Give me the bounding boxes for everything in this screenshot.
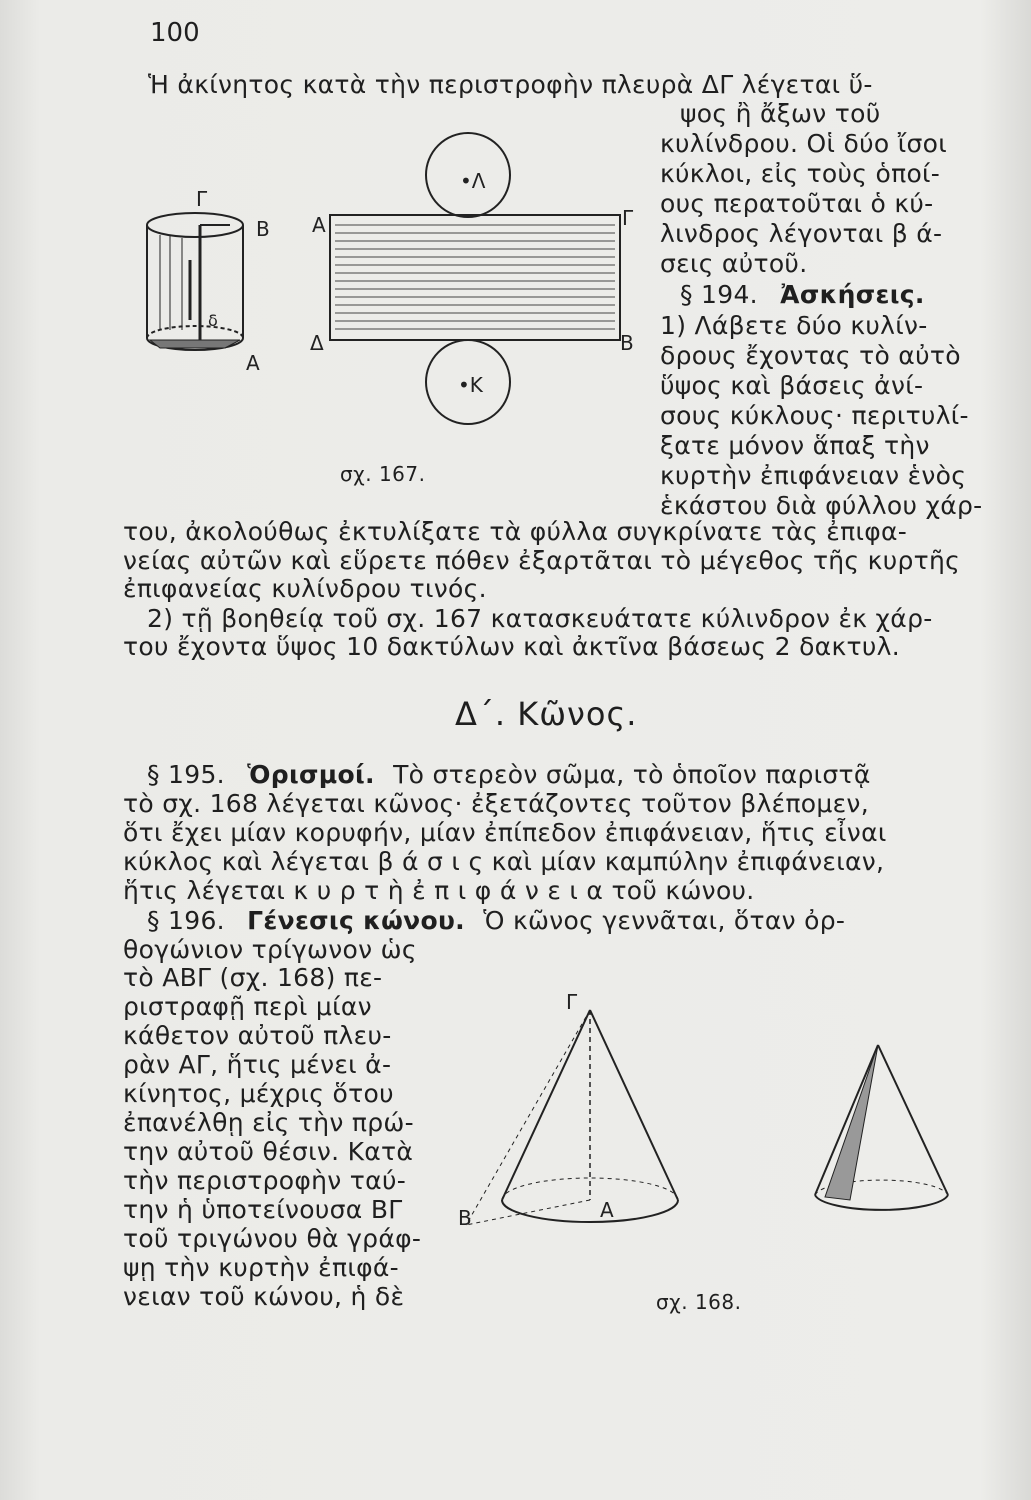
- text-line: του ἔχοντα ὕψος 10 δακτύλων καὶ ἀκτῖνα βάσεως 2 δακτυλ.: [123, 632, 900, 661]
- text-line: νειαν τοῦ κώνου, ἡ δὲ: [123, 1282, 405, 1311]
- text-line: ἐπανέλθῃ εἰς τὴν πρώ-: [123, 1108, 414, 1137]
- text-line: κυλίνδρου. Οἱ δύο ἴσοι: [660, 129, 947, 158]
- label-delta-small: δ: [208, 311, 218, 330]
- text-line: ρὰν ΑΓ, ἥτις μένει ἀ-: [123, 1050, 392, 1079]
- paragraph-text: Τὸ στερεὸν σῶμα, τὸ ὁποῖον παριστᾷ: [393, 760, 871, 789]
- paragraph-text: Ὁ κῶνος γεννᾶται, ὅταν ὀρ-: [483, 906, 846, 935]
- text-line: τοῦ τριγώνου θὰ γράφ-: [123, 1224, 422, 1253]
- text-line: την ἡ ὑποτείνουσα ΒΓ: [123, 1195, 403, 1224]
- text-line: θογώνιον τρίγωνον ὡς: [123, 935, 417, 964]
- paragraph-195-first-line: [147, 760, 871, 790]
- label-beta-cylinder: Β: [256, 217, 270, 241]
- text-line: του, ἀκολούθως ἐκτυλίξατε τὰ φύλλα συγκρίνατε τὰς ἐπιφα-: [123, 517, 908, 546]
- label-gamma-cone: Γ: [566, 990, 578, 1014]
- text-line: ἐπιφανείας κυλίνδρου τινός.: [123, 574, 487, 603]
- text-line: νείας αὐτῶν καὶ εὕρετε πόθεν ἐξαρτᾶται τὸ μέγεθος τῆς κυρτῆς: [123, 546, 961, 575]
- text-line: ὅτι ἔχει μίαν κορυφήν, μίαν ἐπίπεδον ἐπιφάνειαν, ἥτις εἶναι: [123, 818, 887, 847]
- text-line: σους κύκλους· περιτυλί-: [660, 401, 969, 430]
- section-heading: Δ΄. Κῶνος.: [455, 695, 638, 733]
- paragraph-title: Ἀσκήσεις.: [780, 280, 925, 309]
- paragraph-number: § 196.: [147, 906, 225, 935]
- text-line: ους περατοῦται ὁ κύ-: [660, 189, 934, 218]
- text-line: ψος ἢ ἄξων τοῦ: [680, 99, 881, 128]
- text-line: κύκλος καὶ λέγεται β ά σ ι ς καὶ μίαν καμπύλην ἐπιφάνειαν,: [123, 847, 885, 876]
- text-line: ριστραφῇ περὶ μίαν: [123, 992, 372, 1021]
- label-gamma-net: Γ: [622, 206, 634, 230]
- paragraph-title: Ὁρισμοί.: [247, 760, 375, 789]
- label-beta-net: Β: [620, 331, 634, 355]
- label-alpha-cone: Α: [600, 1198, 614, 1222]
- cone-right: [815, 1045, 948, 1210]
- label-alpha-net: Α: [312, 213, 326, 237]
- paragraph-196-first-line: [147, 906, 845, 936]
- text-line: κίνητος, μέχρις ὅτου: [123, 1079, 394, 1108]
- label-gamma-cylinder: Γ: [196, 187, 208, 211]
- text-line: ἑκάστου διὰ φύλλου χάρ-: [660, 491, 983, 520]
- cone-left: [466, 1010, 678, 1225]
- label-kappa: •Κ: [458, 373, 483, 397]
- figure-167: [130, 130, 660, 460]
- label-delta-net: Δ: [310, 331, 324, 355]
- label-beta-cone: Β: [458, 1206, 472, 1230]
- figure-167-caption: σχ. 167.: [340, 462, 426, 486]
- page-number: 100: [150, 18, 200, 48]
- text-line: τὸ σχ. 168 λέγεται κῶνος· ἐξετάζοντες τοῦτον βλέπομεν,: [123, 789, 869, 818]
- text-line: ὕψος καὶ βάσεις ἀνί-: [660, 371, 924, 400]
- text-line: κυρτὴν ἐπιφάνειαν ἑνὸς: [660, 461, 967, 490]
- text-line: 1) Λάβετε δύο κυλίν-: [660, 311, 928, 340]
- text-line: ψῃ τὴν κυρτὴν ἐπιφά-: [123, 1253, 399, 1282]
- text-line: ἥτις λέγεται κ υ ρ τ ὴ ἐ π ι φ ά ν ε ι α τοῦ κώνου.: [123, 876, 755, 905]
- label-lambda: •Λ: [460, 169, 486, 193]
- cylinder-drawing: [147, 213, 243, 350]
- text-line: Ἡ ἀκίνητος κατὰ τὴν περιστροφὴν πλευρὰ ΔΓ λέγεται ὕ-: [148, 70, 873, 99]
- paragraph-title: Γένεσις κώνου.: [247, 906, 465, 935]
- text-line: λινδρος λέγονται β ά-: [660, 219, 943, 248]
- text-line: 2) τῇ βοηθείᾳ τοῦ σχ. 167 κατασκευάτατε κύλινδρον ἐκ χάρ-: [147, 604, 933, 633]
- figure-168-caption: σχ. 168.: [656, 1290, 742, 1314]
- text-line: τὴν περιστροφὴν ταύ-: [123, 1166, 407, 1195]
- text-line: ξατε μόνον ἅπαξ τὴν: [660, 431, 930, 460]
- paragraph-194-heading: [680, 280, 925, 310]
- text-line: κάθετον αὐτοῦ πλευ-: [123, 1021, 392, 1050]
- figure-168: [440, 985, 1000, 1265]
- text-line: τὸ ΑΒΓ (σχ. 168) πε-: [123, 963, 383, 992]
- paragraph-number: § 194.: [680, 280, 758, 309]
- label-alpha-cylinder: Α: [246, 351, 260, 375]
- text-line: κύκλοι, εἰς τοὺς ὁποί-: [660, 159, 941, 188]
- text-line: σεις αὐτοῦ.: [660, 249, 808, 278]
- text-line: δρους ἔχοντας τὸ αὐτὸ: [660, 341, 961, 370]
- paragraph-number: § 195.: [147, 760, 225, 789]
- text-line: την αὐτοῦ θέσιν. Κατὰ: [123, 1137, 414, 1166]
